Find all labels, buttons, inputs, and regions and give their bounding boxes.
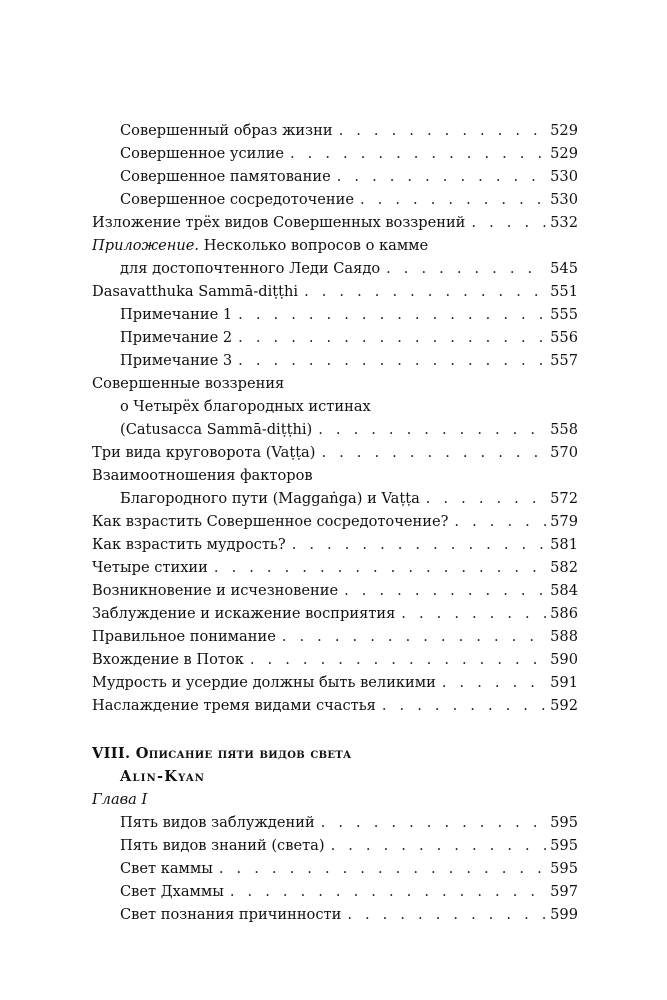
toc-entry-page: 584: [550, 582, 578, 599]
toc-entry: [92, 442, 578, 464]
toc-entry: [120, 120, 578, 142]
toc-entry: [120, 189, 578, 211]
chapter-title: Глава I: [92, 791, 148, 808]
toc-entry-page: 572: [550, 490, 578, 507]
toc-entry: [92, 212, 578, 234]
toc-entry-label: Свет познания причинности: [120, 906, 342, 923]
toc-entry-page: 597: [550, 883, 578, 900]
toc-entry-label: Свет Дхаммы: [120, 883, 224, 900]
dot-leader: [238, 350, 546, 372]
dot-leader: [230, 881, 546, 903]
dot-leader: [347, 904, 546, 926]
toc-entry-label: Примечание 2: [120, 329, 233, 346]
toc-entry-label: Четыре стихии: [92, 559, 208, 576]
appendix-title: Несколько вопросов о камме: [199, 237, 429, 254]
toc-entry: [120, 350, 578, 372]
toc-entry-page: 582: [550, 559, 578, 576]
toc-entry-label: Совершенный образ жизни: [120, 122, 333, 139]
toc-entry: [92, 695, 578, 717]
toc-entry-page: 570: [550, 444, 578, 461]
toc-entry-page: 557: [550, 352, 578, 369]
dot-leader: [344, 580, 546, 602]
dot-leader: [386, 258, 546, 280]
dot-leader: [219, 858, 546, 880]
toc-entry-label: Совершенное усилие: [120, 145, 284, 162]
toc-entry-multiline-start: Взаимоотношения факторов: [92, 467, 313, 484]
toc-entry-page: 529: [550, 145, 578, 162]
toc-entry-page: 532: [550, 214, 578, 231]
toc-entry-multiline-start: Совершенные воззрения: [92, 375, 285, 392]
toc-entry-page: 529: [550, 122, 578, 139]
toc-entry: [120, 904, 578, 926]
toc-entry: [92, 649, 578, 671]
toc-entry-label: Правильное понимание: [92, 628, 276, 645]
dot-leader: [426, 488, 546, 510]
dot-leader: [331, 835, 547, 857]
toc-entry: [92, 511, 578, 533]
toc-entry-page: 530: [550, 168, 578, 185]
dot-leader: [238, 327, 546, 349]
toc-entry-label: Благородного пути (Maggaṅga) и Vaṭṭa: [120, 490, 420, 507]
toc-entry-page: 595: [550, 837, 578, 854]
toc-entry-label: Как взрастить мудрость?: [92, 536, 286, 553]
toc-entry-page: 530: [550, 191, 578, 208]
toc-entry-label: Мудрость и усердие должны быть великими: [92, 674, 436, 691]
toc-entry-label: для достопочтенного Леди Саядо: [120, 260, 381, 277]
toc-entry-label: Совершенное сосредоточение: [120, 191, 354, 208]
dot-leader: [318, 419, 546, 441]
toc-entry: [120, 835, 578, 857]
toc-entry-label: Наслаждение тремя видами счастья: [92, 697, 376, 714]
dot-leader: [282, 626, 546, 648]
toc-entry: [120, 488, 578, 510]
toc-entry: [92, 557, 578, 579]
toc-entry: [92, 626, 578, 648]
toc-entry: [120, 143, 578, 165]
toc-entry-label: Примечание 1: [120, 306, 233, 323]
toc-entry-page: 592: [550, 697, 578, 714]
toc-entry-page: 595: [550, 860, 578, 877]
dot-leader: [321, 442, 546, 464]
toc-entry: [92, 534, 578, 556]
toc-entry: [120, 858, 578, 880]
toc-entry-page: 588: [550, 628, 578, 645]
dot-leader: [292, 534, 546, 556]
dot-leader: [471, 212, 546, 234]
appendix-label: Приложение.: [92, 237, 200, 254]
toc-entry-page: 556: [550, 329, 578, 346]
toc-entry: [120, 258, 578, 280]
toc-entry-page: 599: [550, 906, 578, 923]
toc-entry-page: 558: [550, 421, 578, 438]
dot-leader: [382, 695, 546, 717]
toc-entry-label: Изложение трёх видов Совершенных воззрений: [92, 214, 466, 231]
toc-entry-label: Примечание 3: [120, 352, 233, 369]
toc-entry: [120, 327, 578, 349]
toc-appendix-title: [92, 235, 428, 257]
dot-leader: [360, 189, 546, 211]
toc-entry: [120, 419, 578, 441]
toc-entry: [92, 672, 578, 694]
toc-entry-label: Пять видов заблуждений: [120, 814, 315, 831]
dot-leader: [214, 557, 546, 579]
dot-leader: [238, 304, 546, 326]
toc-entry-label: Возникновение и исчезновение: [92, 582, 339, 599]
toc-entry-label: Dasavatthuka Sammā-diṭṭhi: [92, 283, 299, 300]
toc-entry-page: 595: [550, 814, 578, 831]
toc-entry-page: 590: [550, 651, 578, 668]
toc-entry: [120, 166, 578, 188]
toc-entry-label: Как взрастить Совершенное сосредоточение?: [92, 513, 449, 530]
dot-leader: [250, 649, 546, 671]
toc-entry-page: 555: [550, 306, 578, 323]
toc-entry-label: Заблуждение и искажение восприятия: [92, 605, 396, 622]
toc-entry: [92, 580, 578, 602]
toc-entry: [120, 812, 578, 834]
toc-entry-page: 545: [550, 260, 578, 277]
dot-leader: [454, 511, 546, 533]
toc-entry: [92, 281, 578, 303]
toc-entry-page: 579: [550, 513, 578, 530]
toc-entry: [92, 603, 578, 625]
toc-entry-label: Совершенное памятование: [120, 168, 331, 185]
toc-entry-label: Пять видов знаний (света): [120, 837, 325, 854]
dot-leader: [442, 672, 546, 694]
dot-leader: [337, 166, 546, 188]
dot-leader: [339, 120, 547, 142]
toc-entry: [120, 881, 578, 903]
toc-entry-page: 581: [550, 536, 578, 553]
dot-leader: [321, 812, 546, 834]
toc-entry-page: 591: [550, 674, 578, 691]
toc-entry-page: 551: [550, 283, 578, 300]
toc-entry: [120, 304, 578, 326]
dot-leader: [304, 281, 546, 303]
toc-entry-page: 586: [550, 605, 578, 622]
toc-entry-label: (Catusacca Sammā-diṭṭhi): [120, 421, 313, 438]
toc-entry-multiline-middle: о Четырёх благородных истинах: [120, 398, 371, 415]
toc-entry-label: Вхождение в Поток: [92, 651, 244, 668]
toc-entry-label: Три вида круговорота (Vaṭṭa): [92, 444, 316, 461]
section-heading: VIII. Описание пяти видов света: [92, 745, 352, 762]
toc-entry-label: Свет каммы: [120, 860, 213, 877]
dot-leader: [290, 143, 546, 165]
section-author: Alin-Kyan: [120, 768, 206, 785]
dot-leader: [401, 603, 546, 625]
